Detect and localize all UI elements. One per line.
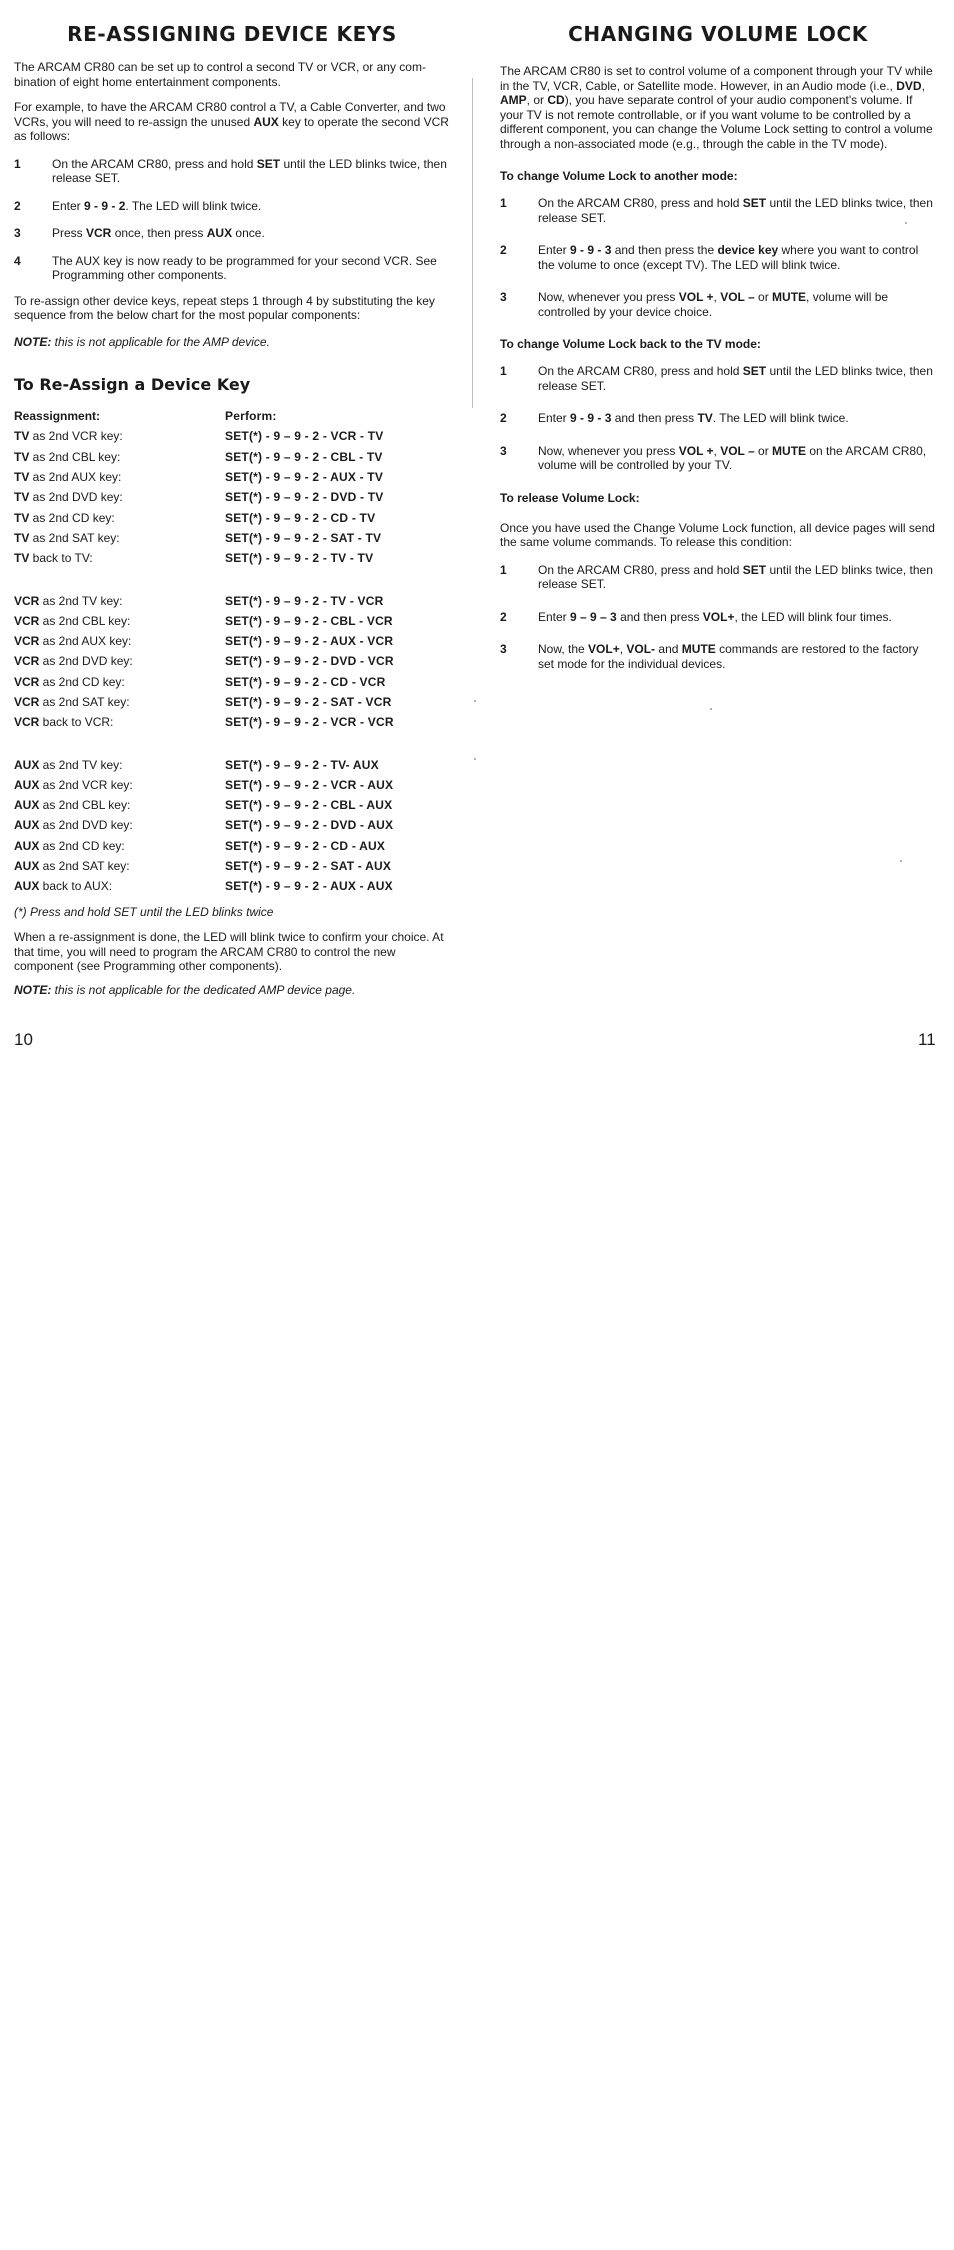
s3-step-1: 1 On the ARCAM CR80, press and hold SET until the LED blinks twice, then release SET. — [500, 562, 933, 591]
table-row: VCR as 2nd DVD key: SET(*) - 9 – 9 - 2 - DVD - VCR — [14, 654, 394, 669]
left-page-title: RE-ASSIGNING DEVICE KEYS — [67, 22, 397, 46]
right-page — [500, 0, 936, 671]
right-intro: The ARCAM CR80 is set to control volume of a component through your TV while in the TV, VCR, Cable, or Satellite mode. However, in an Audio mode (i.e., DVD, AMP, or CD), you have separate control of your audio component's volume. If your TV is not remote controllable, or if you want volume to be controlled by a different component, you can change the Volume Lock setting to control a volume through a non-associated mode (e.g., through the cable in the TV mode). — [500, 64, 933, 151]
scan-speck — [710, 708, 712, 710]
left-note-2: NOTE: this is not applicable for the dedicated AMP device page. — [14, 982, 356, 997]
section2-title: To change Volume Lock back to the TV mode: — [500, 337, 761, 351]
scan-speck — [905, 222, 907, 224]
section3-intro: Once you have used the Change Volume Lock function, all device pages will send the same volume commands. To release this condition: — [500, 520, 935, 549]
left-step-3: 3 Press VCR once, then press AUX once. — [14, 226, 265, 240]
s1-step-1: 1 On the ARCAM CR80, press and hold SET until the LED blinks twice, then release SET. — [500, 196, 933, 225]
table-row: VCR back to VCR: SET(*) - 9 – 9 - 2 - VCR - VCR — [14, 715, 394, 730]
scan-speck — [900, 860, 902, 862]
table-row: VCR as 2nd CD key: SET(*) - 9 – 9 - 2 - CD - VCR — [14, 674, 386, 689]
footnote: (*) Press and hold SET until the LED blinks twice — [14, 904, 274, 919]
table-row: AUX as 2nd SAT key: SET(*) - 9 – 9 - 2 - SAT - AUX — [14, 859, 392, 874]
table-row: TV as 2nd CBL key: SET(*) - 9 – 9 - 2 - CBL - TV — [14, 449, 383, 464]
left-step-2: 2 Enter 9 - 9 - 2. The LED will blink twice. — [14, 198, 262, 213]
left-note-1: NOTE: this is not applicable for the AMP device. — [14, 334, 270, 349]
page-number-right: 11 — [918, 1030, 936, 1049]
left-intro-1: The ARCAM CR80 can be set up to control a second TV or VCR, or any com- bination of eight home entertainment components. — [14, 60, 426, 89]
table-row: VCR as 2nd CBL key: SET(*) - 9 – 9 - 2 - CBL - VCR — [14, 613, 393, 628]
s1-step-2: 2 Enter 9 - 9 - 3 and then press the device key where you want to control the volume to once (except TV). The LED will blink twice. — [500, 243, 919, 272]
table-row: TV back to TV: SET(*) - 9 – 9 - 2 - TV - TV — [14, 551, 374, 566]
page-number-left: 10 — [14, 1030, 33, 1049]
left-subtitle: To Re-Assign a Device Key — [14, 375, 251, 394]
section3-title: To release Volume Lock: — [500, 490, 640, 505]
table-group-gap — [14, 568, 450, 590]
left-step-4: 4 The AUX key is now ready to be programmed for your second VCR. See Programming other components. — [14, 253, 437, 282]
table-row: TV as 2nd VCR key: SET(*) - 9 – 9 - 2 - VCR - TV — [14, 429, 384, 444]
s3-step-2: 2 Enter 9 – 9 – 3 and then press VOL+, the LED will blink four times. — [500, 609, 892, 624]
table-row: TV as 2nd SAT key: SET(*) - 9 – 9 - 2 - SAT - TV — [14, 530, 382, 545]
reassign-table — [14, 406, 450, 897]
scan-speck — [474, 700, 476, 702]
s2-step-2: 2 Enter 9 - 9 - 3 and then press TV. The LED will blink twice. — [500, 411, 849, 425]
table-row: TV as 2nd DVD key: SET(*) - 9 – 9 - 2 - DVD - TV — [14, 490, 384, 505]
section1-title: To change Volume Lock to another mode: — [500, 169, 738, 183]
left-repeat-text: To re-assign other device keys, repeat steps 1 through 4 by substituting the key sequence from the below chart for the most popular components: — [14, 293, 435, 322]
left-page — [14, 0, 450, 997]
table-row: AUX as 2nd TV key: SET(*) - 9 – 9 - 2 - TV- AUX — [14, 757, 379, 772]
table-row: VCR as 2nd SAT key: SET(*) - 9 – 9 - 2 - SAT - VCR — [14, 695, 392, 709]
s3-step-3: 3 Now, the VOL+, VOL- and MUTE commands are restored to the factory set mode for the individual devices. — [500, 642, 919, 671]
table-row: TV as 2nd AUX key: SET(*) - 9 – 9 - 2 - AUX - TV — [14, 470, 384, 485]
table-row: AUX back to AUX: SET(*) - 9 – 9 - 2 - AUX - AUX — [14, 879, 393, 894]
table-row: AUX as 2nd CD key: SET(*) - 9 – 9 - 2 - CD - AUX — [14, 838, 386, 853]
table-row: AUX as 2nd CBL key: SET(*) - 9 – 9 - 2 - CBL - AUX — [14, 798, 393, 813]
table-group-gap — [14, 732, 450, 754]
table-row: VCR as 2nd AUX key: SET(*) - 9 – 9 - 2 - AUX - VCR — [14, 634, 394, 649]
left-closing: When a re-assignment is done, the LED will blink twice to confirm your choice. At that time, you will need to program the ARCAM CR80 to control the new component (see Programming other components). — [14, 930, 444, 974]
right-page-title: CHANGING VOLUME LOCK — [568, 22, 868, 46]
table-row: AUX as 2nd VCR key: SET(*) - 9 – 9 - 2 - VCR - AUX — [14, 777, 394, 792]
s2-step-3: 3 Now, whenever you press VOL +, VOL – or MUTE on the ARCAM CR80, volume will be controlled by your TV. — [500, 443, 927, 472]
table-row: VCR as 2nd TV key: SET(*) - 9 – 9 - 2 - TV - VCR — [14, 593, 384, 608]
left-intro-2: For example, to have the ARCAM CR80 control a TV, a Cable Converter, and two VCRs, you will need to re-assign the unused AUX key to operate the second VCR as follows: — [14, 100, 449, 143]
left-step-1: 1 On the ARCAM CR80, press and hold SET until the LED blinks twice, then release SET. — [14, 156, 447, 185]
scan-speck — [474, 758, 476, 760]
table-row: TV as 2nd CD key: SET(*) - 9 – 9 - 2 - CD - TV — [14, 510, 376, 525]
column-divider — [472, 78, 473, 408]
table-header: Reassignment: Perform: — [14, 409, 277, 424]
table-row: AUX as 2nd DVD key: SET(*) - 9 – 9 - 2 - DVD - AUX — [14, 818, 394, 833]
s1-step-3: 3 Now, whenever you press VOL +, VOL – or MUTE, volume will be controlled by your device choice. — [500, 290, 889, 319]
s2-step-1: 1 On the ARCAM CR80, press and hold SET until the LED blinks twice, then release SET. — [500, 364, 933, 393]
